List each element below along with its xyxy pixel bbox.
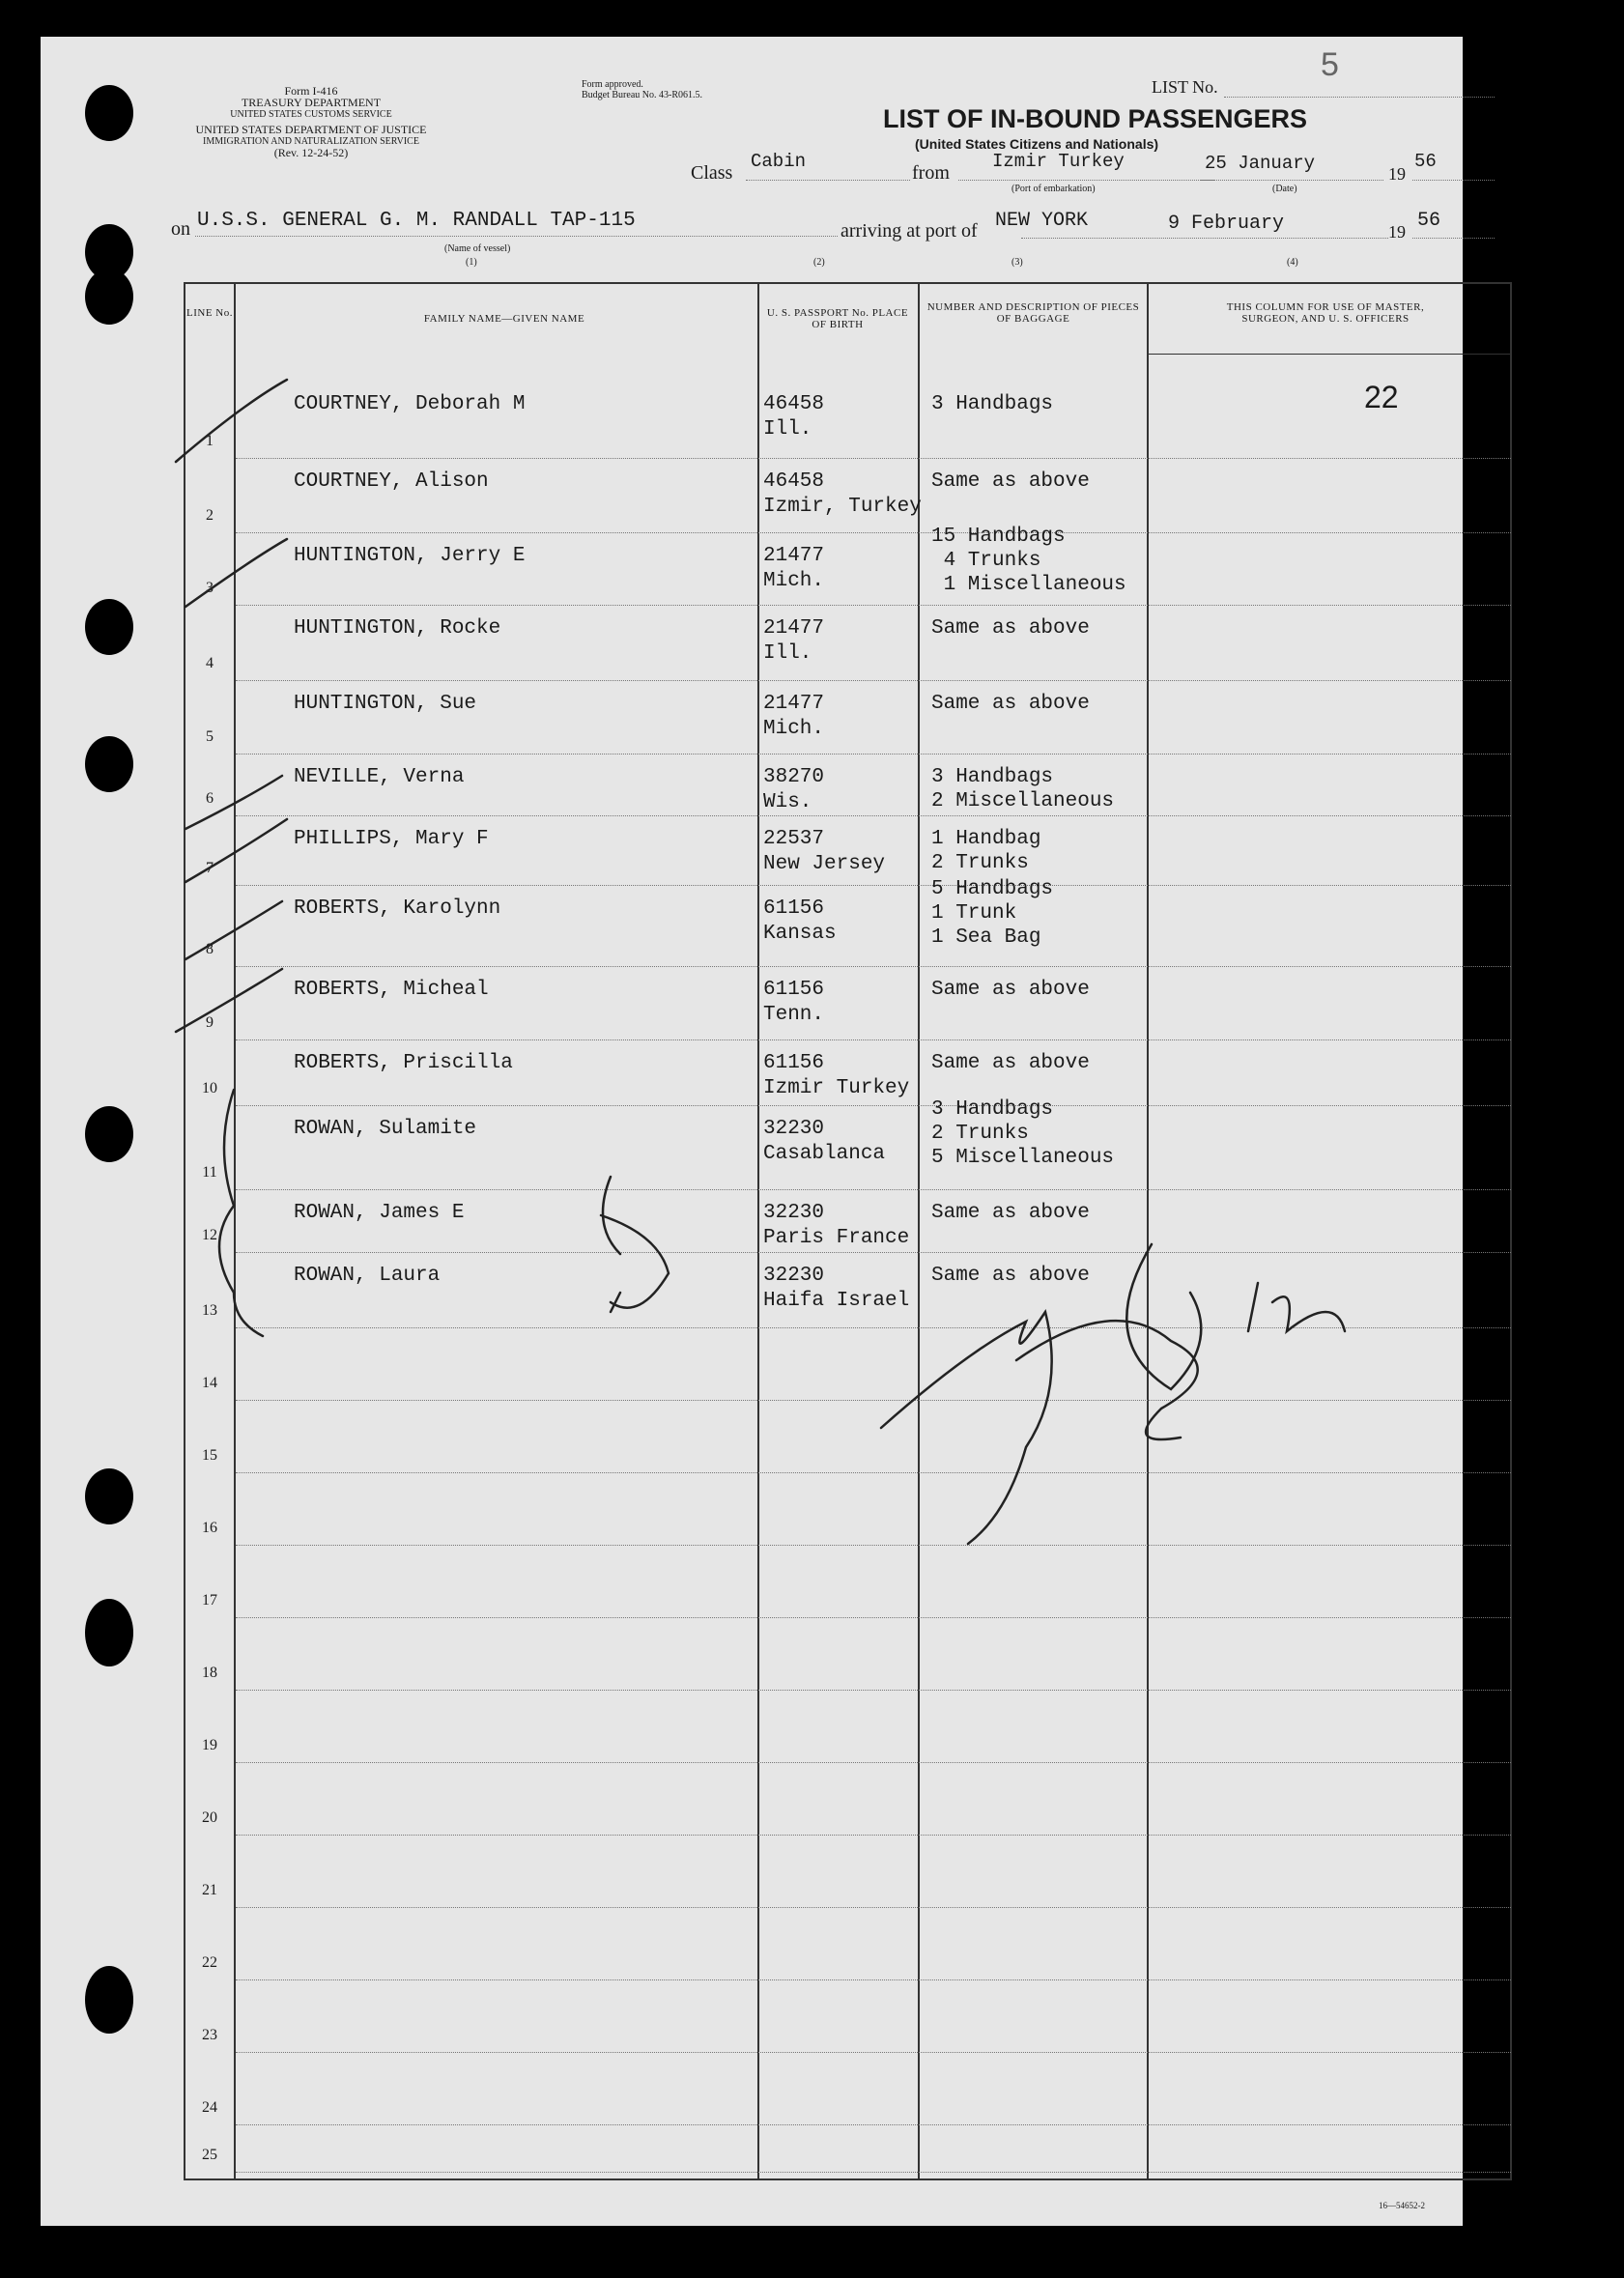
caption-4: (4) [1287, 257, 1298, 268]
passport-number: 21477 [763, 617, 825, 640]
handwritten-marks [41, 37, 1463, 2226]
place-of-birth: Mich. [763, 570, 825, 592]
binder-hole [85, 736, 133, 792]
year-value: 56 [1414, 151, 1437, 172]
place-of-birth: Wis. [763, 791, 812, 813]
form-subtitle: (United States Citizens and Nationals) [915, 136, 1159, 152]
binder-hole [85, 85, 133, 141]
header-line-no: LINE No. [186, 307, 233, 319]
line-number: 11 [202, 1164, 217, 1181]
line-number: 17 [202, 1592, 217, 1609]
passenger-name: HUNTINGTON, Jerry E [294, 545, 526, 567]
baggage-line: 5 Miscellaneous [931, 1147, 1115, 1169]
arrival-date: 9 February [1168, 213, 1285, 235]
baggage-line: Same as above [931, 617, 1090, 640]
baggage-line: Same as above [931, 1265, 1090, 1287]
line-number: 21 [202, 1882, 217, 1898]
handwritten-page-number: 5 [1321, 46, 1339, 83]
binder-hole [85, 1468, 133, 1524]
header-name: FAMILY NAME—GIVEN NAME [423, 313, 585, 325]
line-number: 19 [202, 1737, 217, 1753]
passenger-name: COURTNEY, Alison [294, 470, 489, 493]
passenger-name: ROWAN, James E [294, 1202, 465, 1224]
line-number: 20 [202, 1809, 217, 1826]
line-number: 14 [202, 1375, 217, 1391]
passport-number: 61156 [763, 897, 825, 920]
header-baggage: NUMBER AND DESCRIPTION OF PIECES OF BAGGAGE [926, 301, 1140, 325]
baggage-line: Same as above [931, 470, 1090, 493]
baggage-line: 4 Trunks [931, 550, 1041, 572]
year2-value: 56 [1417, 210, 1441, 232]
line-number: 5 [206, 728, 214, 745]
baggage-line: 2 Miscellaneous [931, 790, 1115, 812]
ins-label: IMMIGRATION AND NATURALIZATION SERVICE [203, 136, 419, 147]
caption-2: (2) [813, 257, 825, 268]
passenger-name: COURTNEY, Deborah M [294, 393, 526, 415]
place-of-birth: Ill. [763, 642, 812, 665]
line-number: 6 [206, 790, 214, 807]
line-number: 12 [202, 1227, 217, 1243]
binder-hole [85, 1599, 133, 1666]
port-embarkation-caption: (Port of embarkation) [1011, 184, 1096, 194]
baggage-line: 1 Sea Bag [931, 926, 1041, 949]
baggage-line: 3 Handbags [931, 1098, 1054, 1121]
line-number: 18 [202, 1665, 217, 1681]
passport-number: 46458 [763, 470, 825, 493]
justice-label: UNITED STATES DEPARTMENT OF JUSTICE [195, 123, 427, 136]
passenger-name: HUNTINGTON, Rocke [294, 617, 501, 640]
form-number: Form I-416 [284, 84, 338, 98]
baggage-line: Same as above [931, 1052, 1090, 1074]
signature-mark [881, 1244, 1345, 1544]
officer-note: 22 [1364, 380, 1399, 414]
on-label: on [171, 218, 190, 240]
list-no-label: LIST No. [1152, 77, 1218, 97]
passenger-name: ROWAN, Laura [294, 1265, 441, 1287]
arriving-label: arriving at port of [840, 220, 978, 242]
place-of-birth: New Jersey [763, 853, 886, 875]
passport-number: 61156 [763, 1052, 825, 1074]
passenger-name: ROBERTS, Micheal [294, 979, 489, 1001]
passport-number: 61156 [763, 979, 825, 1001]
baggage-line: 15 Handbags [931, 526, 1066, 548]
form-title: LIST OF IN-BOUND PASSENGERS [883, 104, 1308, 133]
form-page [41, 37, 1463, 2226]
from-label: from [912, 162, 950, 184]
caption-1: (1) [466, 257, 477, 268]
rev-label: (Rev. 12-24-52) [273, 146, 349, 159]
arrival-port: NEW YORK [995, 210, 1089, 232]
baggage-line: Same as above [931, 693, 1090, 715]
line-number: 8 [206, 941, 214, 957]
line-number: 15 [202, 1447, 217, 1464]
line-number: 3 [206, 580, 214, 596]
place-of-birth: Casablanca [763, 1143, 886, 1165]
passport-number: 32230 [763, 1118, 825, 1140]
line-number: 7 [206, 860, 214, 876]
tick-mark-7 [185, 819, 287, 882]
line-number: 24 [202, 2099, 217, 2116]
place-of-birth: Kansas [763, 923, 837, 945]
line-number: 23 [202, 2027, 217, 2043]
tick-mark-8 [185, 901, 282, 959]
vessel-name: U.S.S. GENERAL G. M. RANDALL TAP-115 [197, 210, 636, 232]
line-number: 10 [202, 1080, 217, 1096]
tick-mark-6 [185, 776, 282, 829]
passenger-name: ROBERTS, Priscilla [294, 1052, 513, 1074]
treasury-label: TREASURY DEPARTMENT [241, 96, 382, 109]
passport-number: 32230 [763, 1202, 825, 1224]
passenger-name: PHILLIPS, Mary F [294, 828, 489, 850]
baggage-line: Same as above [931, 1202, 1090, 1224]
year-prefix: 19 [1388, 164, 1406, 184]
baggage-line: 1 Miscellaneous [931, 574, 1126, 596]
approved-label: Form approved. [582, 79, 643, 90]
passenger-name: ROWAN, Sulamite [294, 1118, 477, 1140]
tick-mark-1 [176, 380, 287, 462]
binder-hole [85, 1966, 133, 2034]
passenger-name: ROBERTS, Karolynn [294, 897, 501, 920]
binder-hole [85, 1106, 133, 1162]
baggage-line: Same as above [931, 979, 1090, 1001]
line-number: 1 [206, 433, 214, 449]
header-officers: THIS COLUMN FOR USE OF MASTER, SURGEON, AND U. S. OFFICERS [1226, 301, 1425, 325]
binder-hole [85, 599, 133, 655]
passport-number: 38270 [763, 766, 825, 788]
header-passport: U. S. PASSPORT No. PLACE OF BIRTH [766, 307, 909, 330]
place-of-birth: Mich. [763, 718, 825, 740]
from-value: Izmir Turkey [992, 151, 1125, 172]
tick-mark-3 [185, 539, 287, 607]
place-of-birth: Haifa Israel [763, 1290, 910, 1312]
place-of-birth: Izmir Turkey [763, 1077, 910, 1099]
vessel-caption: (Name of vessel) [444, 243, 511, 254]
tick-mark-9 [176, 969, 282, 1032]
line-number: 22 [202, 1954, 217, 1971]
line-number: 25 [202, 2147, 217, 2163]
binder-hole [85, 269, 133, 325]
baggage-line: 3 Handbags [931, 766, 1054, 788]
initials-mark [601, 1177, 669, 1312]
place-of-birth: Ill. [763, 418, 812, 441]
passport-number: 21477 [763, 545, 825, 567]
passenger-name: NEVILLE, Verna [294, 766, 465, 788]
passport-number: 46458 [763, 393, 825, 415]
place-of-birth: Paris France [763, 1227, 910, 1249]
budget-label: Budget Bureau No. 43-R061.5. [582, 90, 702, 100]
baggage-line: 1 Trunk [931, 902, 1017, 925]
baggage-line: 2 Trunks [931, 852, 1029, 874]
passport-number: 21477 [763, 693, 825, 715]
baggage-line: 2 Trunks [931, 1123, 1029, 1145]
line-number: 2 [206, 507, 214, 524]
class-label: Class [691, 162, 733, 184]
passport-number: 32230 [763, 1265, 825, 1287]
date-value: 25 January [1205, 153, 1316, 174]
line-number: 13 [202, 1302, 217, 1319]
baggage-line: 5 Handbags [931, 878, 1054, 900]
line-number: 16 [202, 1520, 217, 1536]
passport-number: 22537 [763, 828, 825, 850]
year2-prefix: 19 [1388, 222, 1406, 242]
baggage-line: 3 Handbags [931, 393, 1054, 415]
place-of-birth: Tenn. [763, 1004, 825, 1026]
line-number: 9 [206, 1014, 214, 1031]
date-caption: (Date) [1272, 184, 1297, 194]
place-of-birth: Izmir, Turkey [763, 496, 922, 518]
caption-3: (3) [1011, 257, 1023, 268]
baggage-line: 1 Handbag [931, 828, 1041, 850]
customs-label: UNITED STATES CUSTOMS SERVICE [230, 109, 392, 120]
passenger-name: HUNTINGTON, Sue [294, 693, 477, 715]
line-number: 4 [206, 655, 214, 671]
class-value: Cabin [751, 151, 807, 172]
brace-mark [219, 1090, 263, 1336]
footer-code: 16—54652-2 [1379, 2201, 1425, 2210]
